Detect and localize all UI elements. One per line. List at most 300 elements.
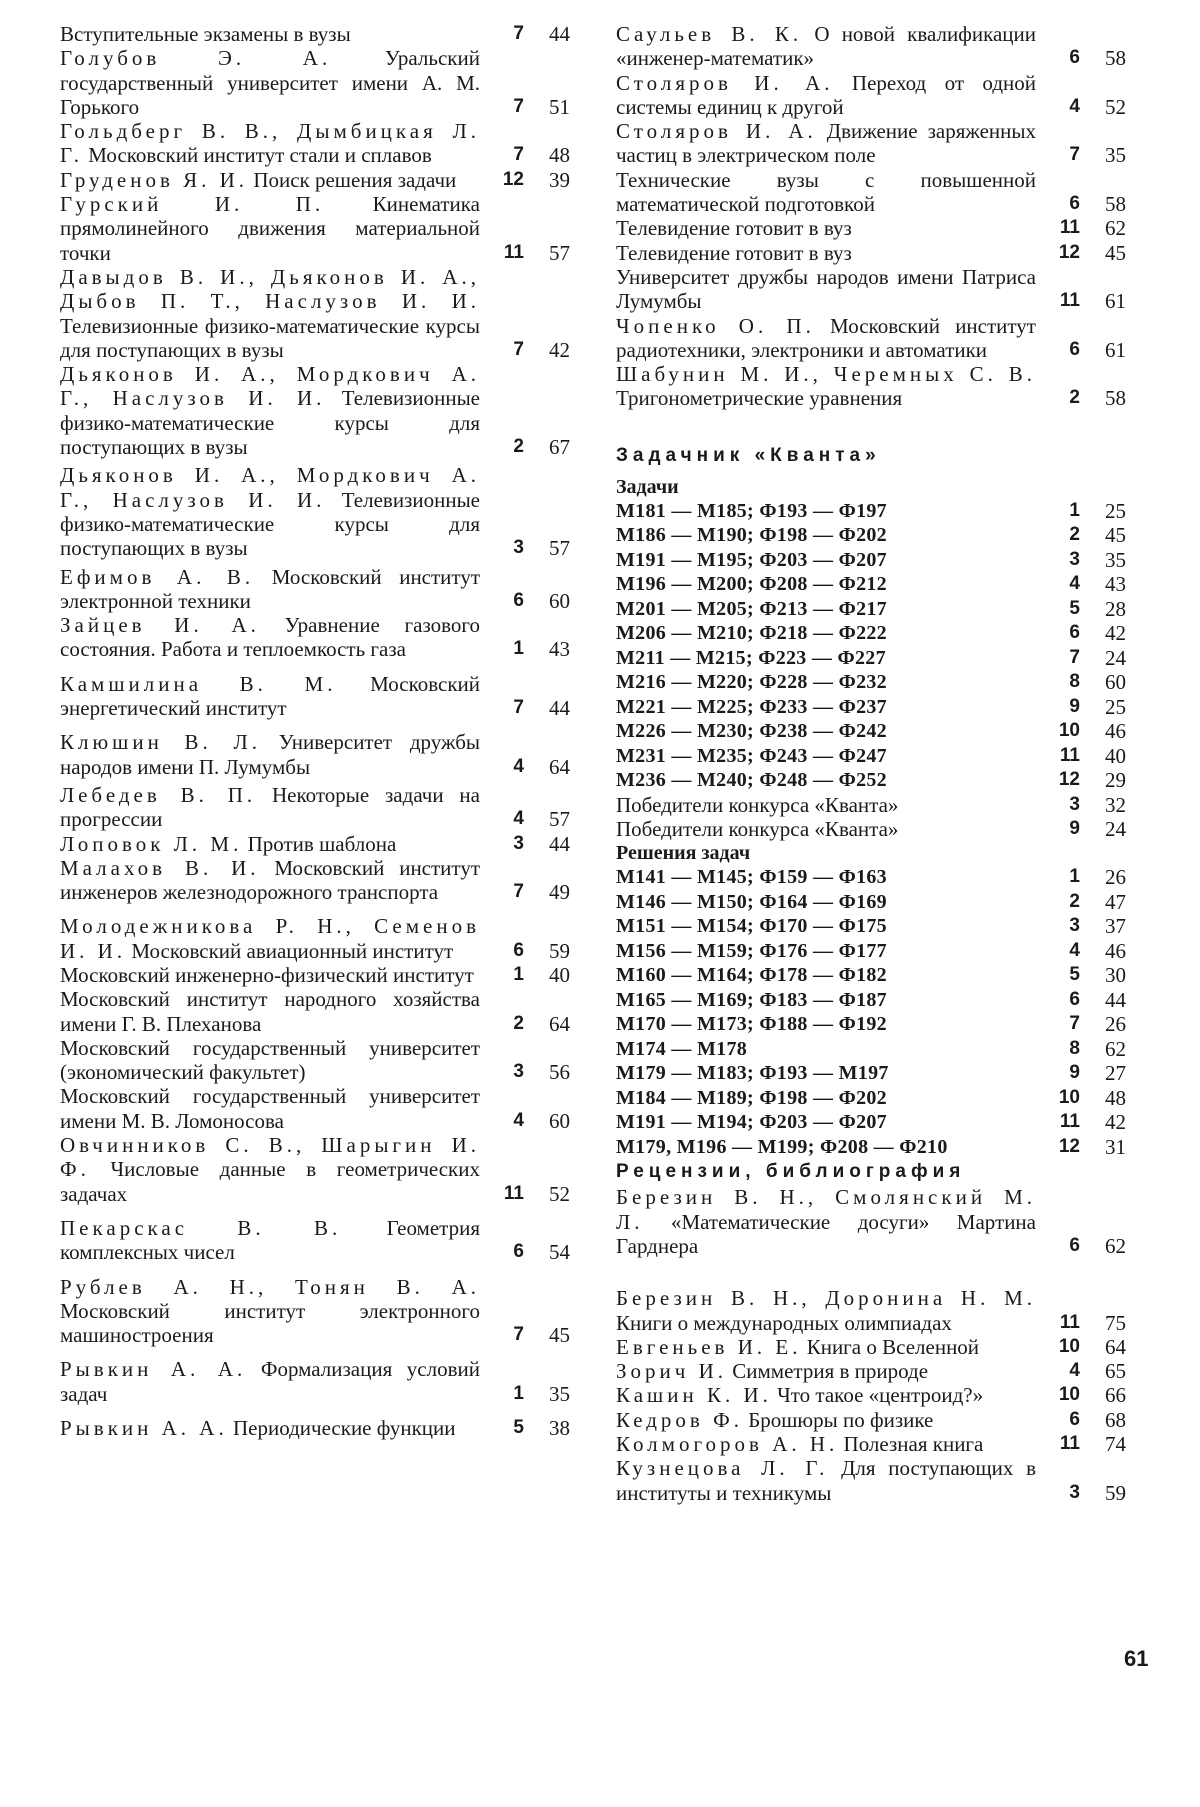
entry-page: 46 — [1105, 719, 1126, 744]
problem-row — [616, 695, 1144, 720]
entry-author: Кедров Ф. — [616, 1407, 743, 1432]
entry-issue: 4 — [513, 808, 524, 830]
entry-page: 62 — [1105, 216, 1126, 241]
entry-page: 61 — [1105, 337, 1126, 362]
solution-row — [616, 1135, 1144, 1160]
entry-author: Малахов В. И. — [60, 855, 260, 880]
entry — [60, 730, 570, 779]
entry — [60, 168, 570, 192]
entry-issue: 3 — [1069, 915, 1080, 937]
problem-range: М226 — М230; Ф238 — Ф242 — [616, 720, 887, 743]
entry-title: Московский институт народного хозяйства имени Г. В. Плеханова — [60, 987, 480, 1036]
entry — [616, 1286, 1144, 1335]
entry-title: Движение заряженных частиц в электрическом поле — [616, 119, 1036, 168]
entry-title: Телевизионные физико-математические курсы для поступающих в вузы — [60, 487, 480, 561]
entry-issue: 2 — [1069, 387, 1080, 409]
solution-row — [616, 1012, 1144, 1037]
entry-author: Дьяконов И. А., Мордкович А. Г., Наслузов И. И. — [60, 362, 480, 411]
problem-range: М216 — М220; Ф228 — Ф232 — [616, 671, 887, 694]
problems-title: Задачи — [616, 475, 679, 498]
entry-author: Зорич И. — [616, 1359, 727, 1384]
entry-issue: 1 — [513, 1382, 524, 1404]
entry-title: Московский институт электронной техники — [60, 564, 480, 613]
entry-author: Клюшин В. Л. — [60, 730, 262, 755]
entry — [60, 1084, 570, 1133]
entry-page: 68 — [1105, 1407, 1126, 1432]
entry-page: 25 — [1105, 498, 1126, 523]
problem-range: М211 — М215; Ф223 — Ф227 — [616, 646, 886, 669]
entry-issue: 11 — [503, 1182, 524, 1204]
entry-page: 60 — [549, 588, 570, 613]
entry-issue: 7 — [1069, 144, 1080, 166]
entry — [616, 71, 1144, 120]
entry-issue: 3 — [1069, 548, 1080, 570]
entry-issue: 6 — [513, 939, 524, 961]
entry-page: 35 — [1105, 547, 1126, 572]
entry-author: Березин В. Н., Смолянский М. Л. — [616, 1185, 1036, 1234]
entry-title: Геометрия комплексных чисел — [60, 1215, 480, 1265]
problem-range: М181 — М185; Ф193 — Ф197 — [616, 499, 887, 522]
solutions-title: Решения задач — [616, 842, 751, 865]
entry — [60, 1036, 570, 1085]
entry — [616, 119, 1144, 168]
entry-page: 45 — [1105, 523, 1126, 548]
entry-issue: 9 — [1069, 818, 1080, 840]
entry — [60, 1357, 570, 1406]
entry-page: 74 — [1105, 1432, 1126, 1457]
solution-row — [616, 1061, 1144, 1086]
solution-range: М165 — М169; Ф183 — Ф187 — [616, 988, 887, 1011]
entry — [616, 22, 1144, 71]
solution-row — [616, 890, 1144, 915]
entry-issue: 4 — [1069, 95, 1080, 117]
entry-page: 24 — [1105, 817, 1126, 842]
entry-issue: 6 — [1069, 988, 1080, 1010]
entry-page: 59 — [549, 938, 570, 963]
entry-title: Московский институт радиотехники, электроники и автоматики — [616, 313, 1036, 362]
entry-page: 40 — [549, 962, 570, 987]
winners-title: Победители конкурса «Кванта» — [616, 792, 899, 817]
solution-range: М156 — М159; Ф176 — Ф177 — [616, 939, 887, 962]
entry-page: 39 — [549, 167, 570, 192]
entry-page: 60 — [549, 1108, 570, 1133]
entry-page: 58 — [1105, 46, 1126, 71]
entry — [60, 963, 570, 987]
entry-page: 64 — [549, 754, 570, 779]
entry-page: 24 — [1105, 645, 1126, 670]
entry-issue: 4 — [1069, 1360, 1080, 1382]
entry-title: Московский государственный университет имени М. В. Ломоносова — [60, 1084, 480, 1133]
solution-range: М191 — М194; Ф203 — Ф207 — [616, 1111, 887, 1134]
entry-issue: 7 — [513, 1324, 524, 1346]
entry-author: Гольдберг В. В., Дымбицкая Л. Г. — [60, 119, 480, 168]
entry-title: Периодические функции — [227, 1416, 456, 1441]
entry-issue: 2 — [1069, 890, 1080, 912]
problem-row — [616, 597, 1144, 622]
entry-issue: 11 — [1059, 217, 1080, 239]
entry-author: Голубов Э. А. — [60, 46, 332, 71]
entry-issue: 4 — [513, 755, 524, 777]
entry-title: Технические вузы с повышенной математической подготовкой — [616, 167, 1036, 217]
problem-row — [616, 744, 1144, 769]
entry — [616, 314, 1144, 363]
entry-page: 29 — [1105, 768, 1126, 793]
solution-range: М141 — М145; Ф159 — Ф163 — [616, 866, 887, 889]
zadachnik-title: Задачник «Кванта» — [616, 444, 881, 466]
entry-issue: 6 — [513, 589, 524, 611]
entry — [60, 265, 570, 362]
entry-page: 42 — [549, 337, 570, 362]
entry-title: Телевизионные физико-математические курсы для поступающих в вузы — [60, 313, 480, 362]
entry-issue: 12 — [1058, 241, 1080, 263]
entry-issue: 7 — [1069, 646, 1080, 668]
entry-issue: 7 — [1069, 1013, 1080, 1035]
entry-title: Формализация условий задач — [60, 1357, 480, 1406]
entry-title: Московский институт электронного машиностроения — [60, 1298, 480, 1348]
entry-title: Московский институт инженеров железнодорожного транспорта — [60, 855, 480, 905]
entry-issue: 5 — [1069, 597, 1080, 619]
entry-author: Столяров И. А. — [616, 70, 834, 95]
entry — [616, 265, 1144, 314]
entry-page: 48 — [549, 143, 570, 168]
problem-range: М191 — М195; Ф203 — Ф207 — [616, 548, 887, 571]
entry-page: 44 — [1105, 987, 1126, 1012]
entry-issue: 12 — [502, 168, 524, 190]
entry-page: 43 — [549, 637, 570, 662]
solution-row — [616, 1110, 1144, 1135]
entry-issue: 3 — [513, 832, 524, 854]
entry-issue: 6 — [1069, 1408, 1080, 1430]
entry-author: Евгеньев И. Е. — [616, 1334, 802, 1359]
entry-issue: 12 — [1058, 1135, 1080, 1157]
entry-author: Березин В. Н., Доронина Н. М. — [616, 1286, 1036, 1311]
entry-page: 28 — [1105, 596, 1126, 621]
entry-issue: 7 — [513, 23, 524, 44]
entry — [616, 1408, 1144, 1432]
entry-issue: 3 — [513, 1061, 524, 1083]
entry-issue: 4 — [513, 1109, 524, 1131]
entry-author: Лоповок Л. М. — [60, 831, 243, 856]
entry-author: Молодежникова Р. Н., Семенов И. И. — [60, 914, 480, 963]
entry-title: Московский институт стали и сплавов — [83, 143, 432, 168]
entry-page: 56 — [549, 1060, 570, 1085]
solution-row — [616, 1037, 1144, 1062]
entry-issue: 2 — [513, 436, 524, 458]
problem-range: М221 — М225; Ф233 — Ф237 — [616, 695, 887, 718]
entry-issue: 6 — [1069, 622, 1080, 644]
entry-title: Некоторые задачи на прогрессии — [60, 782, 480, 832]
entry-issue: 6 — [1069, 47, 1080, 69]
problem-range: М201 — М205; Ф213 — Ф217 — [616, 597, 887, 620]
entry-author: Колмогоров А. Н. — [616, 1432, 839, 1457]
entry-title: Университет дружбы народов имени Патриса Лумумбы — [616, 264, 1036, 314]
entry-title: Московский энергетический институт — [60, 671, 480, 721]
entry-author: Кузнецова Л. Г. — [616, 1456, 829, 1481]
entry-issue: 6 — [513, 1241, 524, 1263]
entry-issue: 4 — [1069, 573, 1080, 595]
right-column — [616, 22, 1144, 1505]
entry-page: 57 — [549, 807, 570, 832]
entry-page: 61 — [1105, 289, 1126, 314]
entry-author: Шабунин М. И., Черемных С. В. — [616, 362, 1036, 387]
entry-title: Симметрия в природе — [727, 1359, 929, 1384]
entry-page: 31 — [1105, 1134, 1126, 1159]
entry-page: 48 — [1105, 1085, 1126, 1110]
entry-author: Саульев В. К. — [616, 22, 803, 46]
winners-title: Победители конкурса «Кванта» — [616, 817, 899, 842]
entry-author: Гурский И. П. — [60, 192, 325, 217]
entry-page: 44 — [549, 831, 570, 856]
entry — [616, 1456, 1144, 1505]
problem-range: М206 — М210; Ф218 — Ф222 — [616, 622, 887, 645]
entry-issue: 10 — [1058, 1384, 1080, 1406]
entry-issue: 1 — [513, 963, 524, 985]
entry — [60, 914, 570, 963]
entry — [616, 241, 1144, 265]
entry-title: Для поступающих в институты и техникумы — [616, 1456, 1036, 1505]
entry-title: О новой квалификации «инженер-математик» — [616, 22, 1036, 71]
entry-author: Рывкин А. А. — [60, 1357, 247, 1382]
entry — [616, 1335, 1144, 1359]
entry-page: 32 — [1105, 792, 1126, 817]
entry-author: Овчинников С. В., Шарыгин И. Ф. — [60, 1133, 480, 1182]
entry-issue: 7 — [513, 697, 524, 719]
entry-page: 25 — [1105, 694, 1126, 719]
entry-page: 37 — [1105, 914, 1126, 939]
entry-author: Давыдов В. И., Дьяконов И. А., Дыбов П. Т., Наслузов И. И. — [60, 264, 480, 314]
entry-title: Поиск решения задачи — [248, 167, 457, 192]
entry — [60, 1216, 570, 1265]
entry-page: 40 — [1105, 743, 1126, 768]
entry-page: 27 — [1105, 1061, 1126, 1086]
entry-page: 58 — [1105, 192, 1126, 217]
entry-author: Чопенко О. П. — [616, 313, 815, 338]
entry-issue: 10 — [1058, 1086, 1080, 1108]
entry-author: Пекарскас В. В. — [60, 1215, 342, 1240]
winners-row — [616, 817, 1144, 841]
entry-page: 75 — [1105, 1310, 1126, 1335]
entry-page: 65 — [1105, 1359, 1126, 1384]
entry-page: 26 — [1105, 865, 1126, 890]
entry — [60, 613, 570, 662]
entry — [616, 1359, 1144, 1383]
entry-issue: 8 — [1069, 1037, 1080, 1059]
entry-issue: 3 — [1069, 1481, 1080, 1503]
problem-row — [616, 523, 1144, 548]
entry-issue: 9 — [1069, 695, 1080, 717]
solution-row — [616, 963, 1144, 988]
entry-page: 30 — [1105, 963, 1126, 988]
winners-row — [616, 793, 1144, 817]
entry — [60, 192, 570, 265]
solution-row — [616, 865, 1144, 890]
entry-issue: 8 — [1069, 671, 1080, 693]
problem-range: М196 — М200; Ф208 — Ф212 — [616, 573, 887, 596]
entry-issue: 11 — [1059, 1311, 1080, 1333]
entry-issue: 7 — [513, 95, 524, 117]
problem-row — [616, 719, 1144, 744]
entry-issue: 2 — [513, 1012, 524, 1034]
entry-page: 47 — [1105, 889, 1126, 914]
entry — [60, 463, 570, 560]
entry-page: 57 — [549, 536, 570, 561]
problem-row — [616, 499, 1144, 524]
entry-author: Лебедев В. П. — [60, 782, 257, 807]
solution-row — [616, 1086, 1144, 1111]
entry-title: Брошюры по физике — [742, 1407, 934, 1432]
problem-row — [616, 572, 1144, 597]
entry-author: Дьяконов И. А., Мордкович А. Г., Наслузов И. И. — [60, 463, 480, 512]
entry-title: Университет дружбы народов имени П. Лумумбы — [60, 730, 480, 779]
entry-author: Рублев А. Н., Тонян В. А. — [60, 1274, 480, 1299]
entry-author: Рывкин А. А. — [60, 1416, 228, 1441]
entry-page: 44 — [549, 696, 570, 721]
solution-range: М184 — М189; Ф198 — Ф202 — [616, 1086, 887, 1109]
entry-page: 62 — [1105, 1233, 1126, 1258]
entry-title: Вступительные экзамены в вузы — [60, 22, 351, 46]
entry-page: 57 — [549, 240, 570, 265]
entry-title: Московский авиационный институт — [126, 938, 454, 963]
entry — [616, 216, 1144, 240]
entry-issue: 1 — [513, 638, 524, 660]
entry-title: Полезная книга — [838, 1432, 984, 1457]
entry — [616, 1185, 1144, 1258]
problem-row — [616, 768, 1144, 793]
left-column — [60, 22, 570, 1440]
entry-author: Столяров И. А. — [616, 119, 817, 144]
entry-title: Московский государственный университет (экономический факультет) — [60, 1035, 480, 1085]
entry-page: 64 — [549, 1011, 570, 1036]
solution-range: М146 — М150; Ф164 — Ф169 — [616, 890, 887, 913]
entry-issue: 7 — [513, 144, 524, 166]
entry-title: Телевидение готовит в вуз — [616, 240, 852, 265]
entry-issue: 6 — [1069, 338, 1080, 360]
entry-page: 52 — [549, 1181, 570, 1206]
entry-page: 45 — [549, 1323, 570, 1348]
entry-issue: 11 — [503, 241, 524, 263]
solution-range: М151 — М154; Ф170 — Ф175 — [616, 915, 887, 938]
entry-issue: 3 — [1069, 793, 1080, 815]
problem-row — [616, 646, 1144, 671]
entry-page: 59 — [1105, 1480, 1126, 1505]
entry — [60, 1416, 570, 1440]
solution-range: М174 — М178 — [616, 1037, 748, 1060]
entry — [60, 119, 570, 168]
entry-title: Тригонометрические уравнения — [616, 386, 903, 411]
entry-issue: 11 — [1059, 1433, 1080, 1455]
entry-page: 58 — [1105, 386, 1126, 411]
entry-issue: 6 — [1069, 1234, 1080, 1256]
entry-issue: 10 — [1058, 720, 1080, 742]
entry-title: Книга о Вселенной — [801, 1334, 980, 1359]
problem-row — [616, 621, 1144, 646]
entry-title: Уравнение газового состояния. Работа и теплоемкость газа — [60, 613, 480, 662]
entry — [60, 1275, 570, 1348]
page-number: 61 — [1124, 1646, 1149, 1671]
entry-title: Кинематика прямолинейного движения материальной точки — [60, 192, 480, 265]
entry-issue: 12 — [1058, 769, 1080, 791]
entry-issue: 5 — [1069, 964, 1080, 986]
entry-title: Телевидение готовит в вуз — [616, 216, 852, 241]
solution-range: М179 — М183; Ф193 — М197 — [616, 1062, 889, 1085]
problem-range: М186 — М190; Ф198 — Ф202 — [616, 524, 887, 547]
solution-row — [616, 939, 1144, 964]
entry-author: Кашин К. И. — [616, 1383, 772, 1408]
entry-issue: 5 — [513, 1417, 524, 1439]
entry — [60, 362, 570, 459]
entry — [60, 22, 570, 46]
entry-page: 42 — [1105, 621, 1126, 646]
entry — [60, 672, 570, 721]
entry-title: Числовые данные в геометрических задачах — [60, 1157, 480, 1206]
entry-issue: 2 — [1069, 524, 1080, 546]
entry — [616, 1383, 1144, 1407]
solution-row — [616, 914, 1144, 939]
entry-page: 43 — [1105, 572, 1126, 597]
entry-issue: 7 — [513, 881, 524, 903]
entry-author: Зайцев И. А. — [60, 613, 260, 638]
solution-range: М179, М196 — М199; Ф208 — Ф210 — [616, 1135, 948, 1158]
entry-title: Что такое «центроид?» — [771, 1383, 984, 1408]
entry — [60, 832, 570, 856]
solution-range: М170 — М173; Ф188 — Ф192 — [616, 1013, 887, 1036]
entry — [616, 1432, 1144, 1456]
problem-row — [616, 670, 1144, 695]
entry — [616, 362, 1144, 411]
entry-title: Книги о международных олимпиадах — [616, 1310, 952, 1335]
entry-issue: 9 — [1069, 1062, 1080, 1084]
entry-author: Камшилина В. М. — [60, 671, 337, 696]
solution-range: М160 — М164; Ф178 — Ф182 — [616, 964, 887, 987]
entry-page: 67 — [549, 435, 570, 460]
entry — [60, 783, 570, 832]
entry-title: Переход от одной системы единиц к другой — [616, 70, 1036, 119]
entry-page: 60 — [1105, 670, 1126, 695]
entry-author: Ефимов А. В. — [60, 564, 255, 589]
entry — [60, 46, 570, 119]
entry-page: 52 — [1105, 94, 1126, 119]
solution-row — [616, 988, 1144, 1013]
entry-page: 26 — [1105, 1012, 1126, 1037]
entry-title: Против шаблона — [242, 831, 397, 856]
entry-page: 35 — [549, 1381, 570, 1406]
problem-range: М236 — М240; Ф248 — Ф252 — [616, 769, 887, 792]
entry-page: 42 — [1105, 1110, 1126, 1135]
entry-page: 54 — [549, 1240, 570, 1265]
entry-page: 49 — [549, 880, 570, 905]
entry — [60, 987, 570, 1036]
entry-page: 38 — [549, 1416, 570, 1441]
reviews-title: Рецензии, библиография — [616, 1161, 966, 1183]
entry-issue: 7 — [513, 338, 524, 360]
entry-page: 46 — [1105, 938, 1126, 963]
entry-issue: 4 — [1069, 939, 1080, 961]
entry-issue: 1 — [1069, 866, 1080, 888]
entry-page: 64 — [1105, 1334, 1126, 1359]
entry — [60, 856, 570, 905]
entry-page: 51 — [549, 94, 570, 119]
entry-issue: 11 — [1059, 290, 1080, 312]
entry-page: 45 — [1105, 240, 1126, 265]
problem-row — [616, 548, 1144, 573]
entry-author: Груденов Я. И. — [60, 167, 249, 192]
entry — [616, 168, 1144, 217]
entry-issue: 6 — [1069, 193, 1080, 215]
entry-title: «Математические досуги» Мартина Гарднера — [616, 1209, 1036, 1258]
entry-title: Московский инженерно-физический институт — [60, 962, 474, 987]
entry-issue: 3 — [513, 537, 524, 559]
entry-page: 66 — [1105, 1383, 1126, 1408]
